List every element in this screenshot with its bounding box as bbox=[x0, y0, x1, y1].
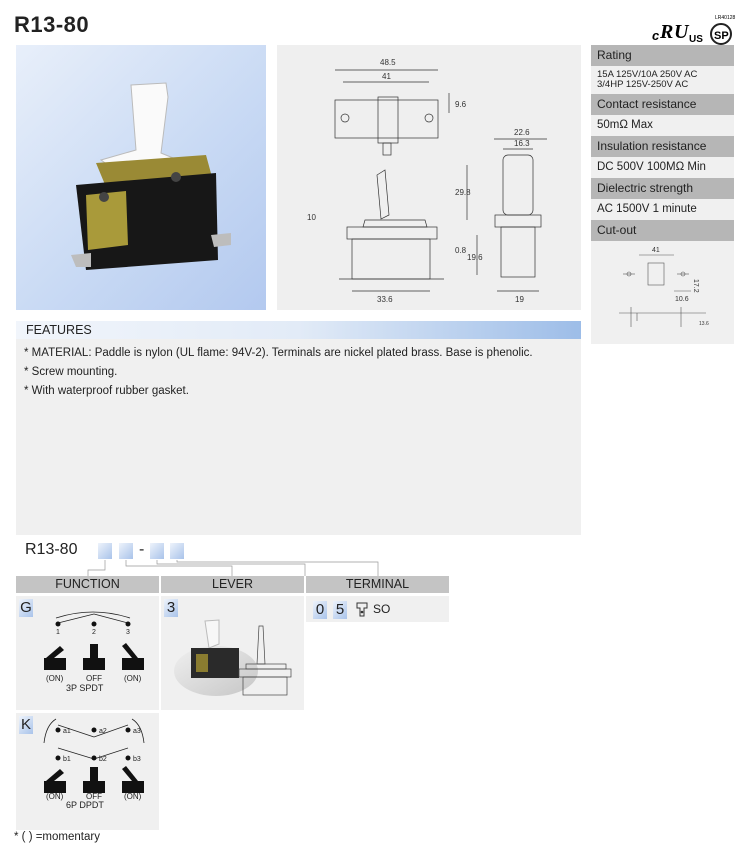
spec-table bbox=[591, 45, 734, 344]
column-terminal-header: TERMINAL bbox=[306, 576, 449, 593]
k-top-2: a2 bbox=[99, 728, 107, 735]
terminal-code-1: 0 bbox=[313, 601, 327, 619]
feature-item: * MATERIAL: Paddle is nylon (UL flame: 94V-2). Terminals are nickel plated brass. Base is phenolic. bbox=[24, 347, 533, 359]
g-state-left: (ON) bbox=[46, 674, 64, 683]
column-function-header: FUNCTION bbox=[16, 576, 159, 593]
lever-3-panel bbox=[161, 596, 304, 710]
cutout-thickness: 13.6 bbox=[699, 321, 709, 327]
svg-text:U: U bbox=[674, 21, 689, 43]
spec-insulation-value: DC 500V 100MΩ Min bbox=[591, 157, 734, 178]
spec-rating-line-2: 3/4HP 125V-250V AC bbox=[597, 79, 689, 90]
features-list bbox=[16, 339, 581, 535]
part-number-connectors bbox=[0, 558, 400, 578]
terminal-label: SO bbox=[373, 602, 391, 616]
dim-10: 10 bbox=[307, 213, 316, 222]
part-code-box-terminal-1 bbox=[150, 543, 164, 559]
g-point-2: 2 bbox=[92, 629, 96, 636]
lever-3-code: 3 bbox=[164, 599, 178, 617]
k-caption: 6P DPDT bbox=[66, 800, 104, 810]
dim-33-6: 33.6 bbox=[377, 295, 393, 304]
spec-contact-label: Contact resistance bbox=[591, 94, 734, 115]
function-k-code: K bbox=[20, 716, 31, 733]
spec-cutout-label: Cut-out bbox=[591, 220, 734, 241]
spec-dielectric-value: AC 1500V 1 minute bbox=[591, 199, 734, 220]
function-g-panel bbox=[16, 596, 159, 710]
spec-rating-label: Rating bbox=[591, 45, 734, 66]
terminal-panel bbox=[306, 596, 449, 622]
svg-text:US: US bbox=[689, 34, 703, 45]
spec-insulation-label: Insulation resistance bbox=[591, 136, 734, 157]
feature-item: * Screw mounting. bbox=[24, 366, 118, 378]
cutout-pitch: 10.6 bbox=[675, 296, 689, 303]
function-k-panel bbox=[16, 713, 159, 830]
k-state-right: (ON) bbox=[124, 792, 142, 801]
svg-text:c: c bbox=[652, 28, 660, 43]
terminal-code-2: 5 bbox=[333, 601, 347, 619]
k-bottom-3: b3 bbox=[133, 756, 141, 763]
dim-41: 41 bbox=[382, 72, 391, 81]
dim-19-6: 19.6 bbox=[467, 253, 483, 262]
product-title: R13-80 bbox=[14, 12, 90, 37]
part-number-separator: - bbox=[139, 541, 145, 558]
k-state-center: OFF bbox=[86, 792, 102, 801]
svg-text:R: R bbox=[660, 21, 674, 43]
k-top-1: a1 bbox=[63, 728, 71, 735]
part-code-box-lever bbox=[119, 543, 133, 559]
spec-rating-line-1: 15A 125V/10A 250V AC bbox=[597, 69, 698, 80]
k-state-left: (ON) bbox=[46, 792, 64, 801]
spec-contact-value: 50mΩ Max bbox=[591, 115, 734, 136]
cutout-drawing bbox=[591, 241, 734, 344]
dimension-drawing bbox=[277, 45, 581, 310]
product-photo bbox=[16, 45, 266, 310]
g-point-1: 1 bbox=[56, 629, 60, 636]
features-heading: FEATURES bbox=[16, 321, 581, 339]
cutout-height: 17.2 bbox=[692, 279, 699, 293]
g-point-3: 3 bbox=[126, 629, 130, 636]
svg-text:SP: SP bbox=[714, 30, 729, 42]
function-g-code: G bbox=[20, 599, 32, 616]
cert-number: LR40128 bbox=[715, 15, 736, 21]
k-bottom-2: b2 bbox=[99, 756, 107, 763]
momentary-footnote: * ( ) =momentary bbox=[14, 831, 100, 843]
dim-19: 19 bbox=[515, 295, 524, 304]
cutout-width: 41 bbox=[652, 247, 660, 254]
dim-9-6: 9.6 bbox=[455, 100, 467, 109]
part-number-prefix: R13-80 bbox=[25, 541, 78, 558]
dim-16-3: 16.3 bbox=[514, 139, 530, 148]
part-code-box-terminal-2 bbox=[170, 543, 184, 559]
g-caption: 3P SPDT bbox=[66, 683, 104, 693]
dim-29-8: 29.8 bbox=[455, 188, 471, 197]
dim-22-6: 22.6 bbox=[514, 128, 530, 137]
g-state-center: OFF bbox=[86, 674, 102, 683]
g-state-right: (ON) bbox=[124, 674, 142, 683]
k-top-3: a3 bbox=[133, 728, 141, 735]
part-code-box-function bbox=[98, 543, 112, 559]
certification-marks bbox=[652, 12, 736, 46]
feature-item: * With waterproof rubber gasket. bbox=[24, 385, 189, 397]
solder-terminal-icon bbox=[355, 602, 369, 618]
k-bottom-1: b1 bbox=[63, 756, 71, 763]
spec-dielectric-label: Dielectric strength bbox=[591, 178, 734, 199]
spec-rating-value bbox=[591, 66, 734, 94]
column-lever-header: LEVER bbox=[161, 576, 304, 593]
dim-48-5: 48.5 bbox=[380, 58, 396, 67]
dim-0-8: 0.8 bbox=[455, 246, 467, 255]
